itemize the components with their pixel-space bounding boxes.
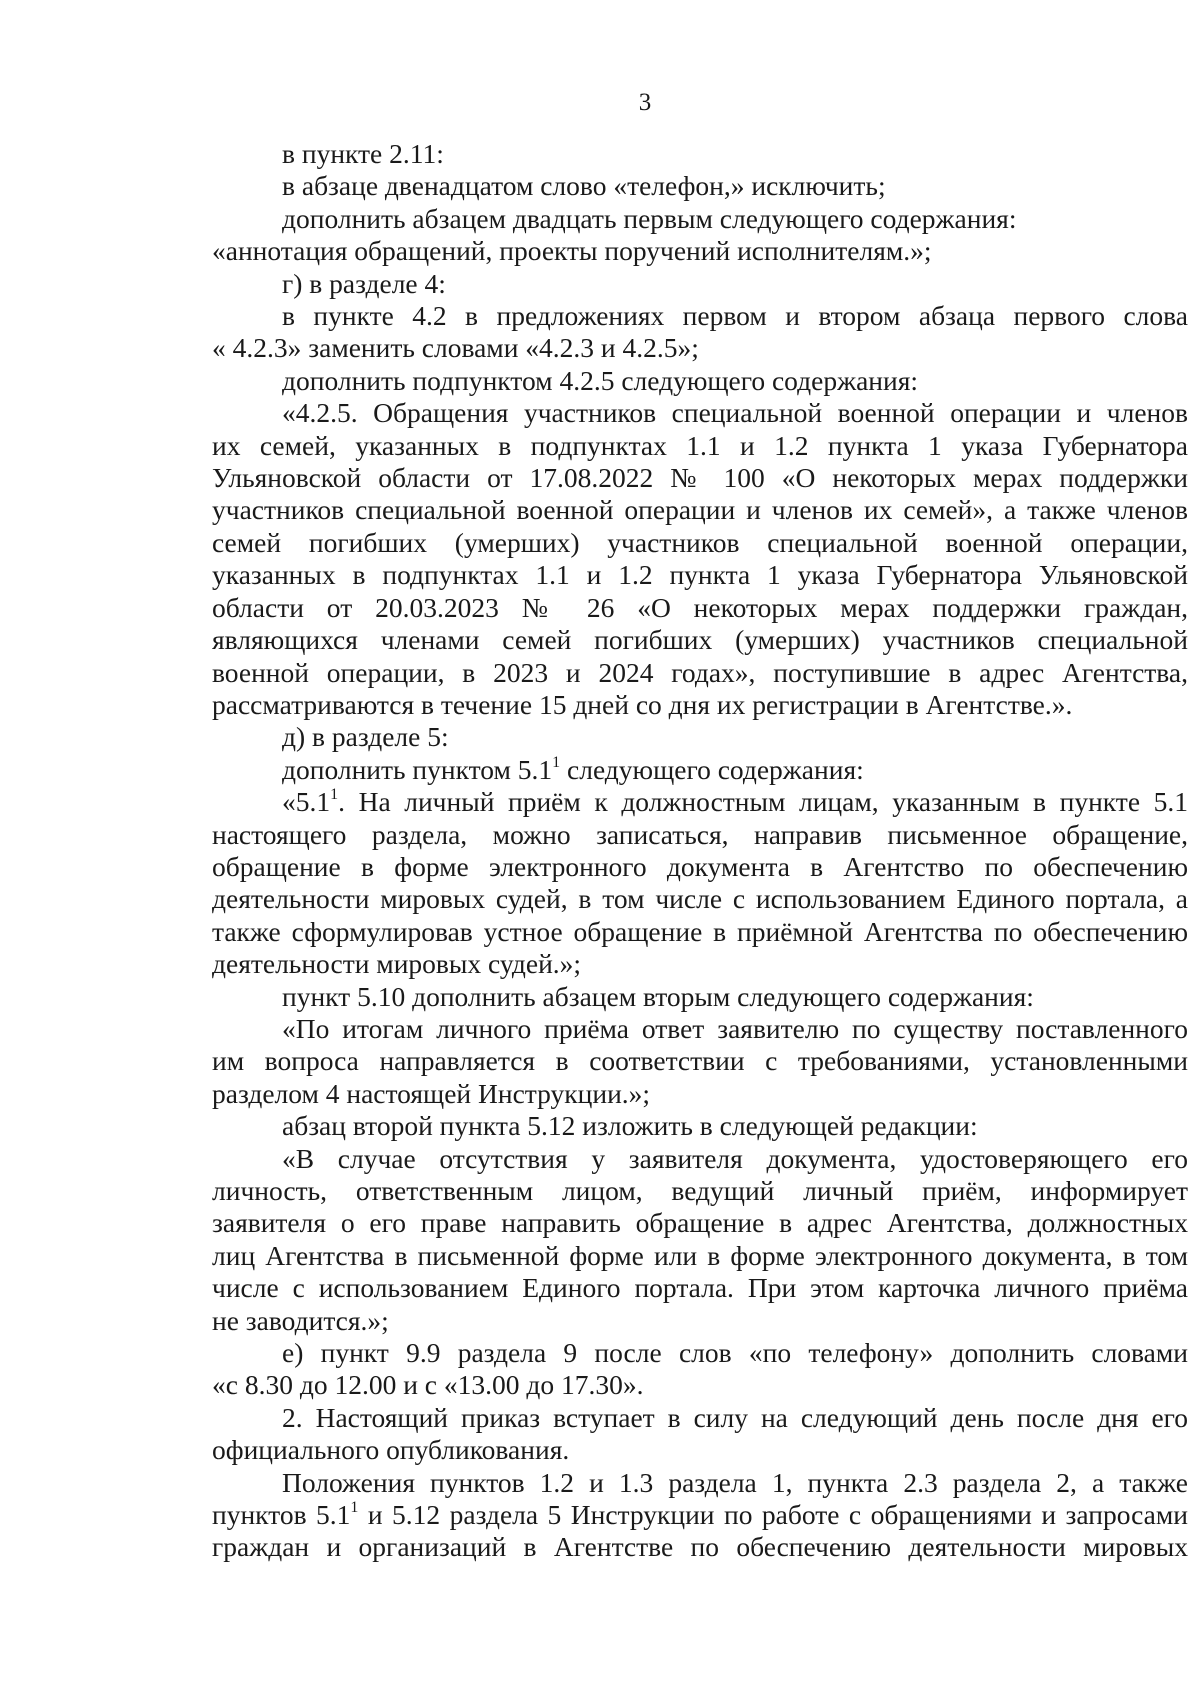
text-line: «4.2.5. Обращения участников специальной военной операции и членов: [282, 397, 1188, 429]
text-line: абзац второй пункта 5.12 изложить в следующей редакции:: [282, 1110, 978, 1142]
text-line: числе с использованием Единого портала. При этом карточка личного приёма: [212, 1272, 1188, 1304]
text-line: участников специальной военной операции и членов их семей», а также членов: [212, 494, 1188, 526]
text-line: указанных в подпунктах 1.1 и 1.2 пункта 1 указа Губернатора Ульяновской: [212, 559, 1188, 591]
text-line: обращение в форме электронного документа в Агентство по обеспечению: [212, 850, 1188, 882]
superscript: 1: [330, 786, 339, 804]
text-line: «В случае отсутствия у заявителя документа, удостоверяющего его: [282, 1142, 1188, 1174]
text-line: военной операции, в 2023 и 2024 годах», поступившие в адрес Агентства,: [212, 656, 1188, 688]
text-line: деятельности мировых судей, в том числе с использованием Единого портала, а: [212, 883, 1188, 915]
text-line: заявителя о его праве направить обращение в адрес Агентства, должностных: [212, 1207, 1188, 1239]
text-line: являющихся членами семей погибших (умерших) участников специальной: [212, 624, 1188, 656]
text-line: в абзаце двенадцатом слово «телефон,» исключить;: [282, 170, 886, 202]
text-fragment: следующего содержания:: [560, 753, 864, 785]
text-line: Положения пунктов 1.2 и 1.3 раздела 1, пункта 2.3 раздела 2, а также: [282, 1466, 1188, 1498]
text-line: не заводится.»;: [212, 1304, 389, 1336]
text-fragment: пунктов 5.1: [212, 1499, 351, 1531]
text-line: их семей, указанных в подпунктах 1.1 и 1.2 пункта 1 указа Губернатора: [212, 429, 1188, 461]
text-line: 2. Настоящий приказ вступает в силу на следующий день после дня его: [282, 1401, 1188, 1433]
text-line: в пункте 4.2 в предложениях первом и втором абзаца первого слова: [282, 300, 1188, 332]
text-line: дополнить абзацем двадцать первым следующего содержания:: [282, 202, 1017, 234]
text-line: рассматриваются в течение 15 дней со дня их регистрации в Агентстве.».: [212, 688, 1073, 720]
text-line: «По итогам личного приёма ответ заявителю по существу поставленного: [282, 1012, 1188, 1044]
document-body: [212, 138, 1188, 1564]
text-line: пункт 5.10 дополнить абзацем вторым следующего содержания:: [282, 980, 1034, 1012]
text-line: в пункте 2.11:: [282, 138, 444, 169]
text-line: « 4.2.3» заменить словами «4.2.3 и 4.2.5»;: [212, 332, 699, 364]
text-line: деятельности мировых судей.»;: [212, 948, 582, 980]
text-line: г) в разделе 4:: [282, 267, 446, 299]
text-line: личность, ответственным лицом, ведущий личный приём, информирует: [212, 1175, 1188, 1206]
superscript: 1: [552, 753, 561, 771]
text-line: дополнить подпунктом 4.2.5 следующего содержания:: [282, 364, 919, 396]
text-line: Ульяновской области от 17.08.2022 № 100 «О некоторых мерах поддержки: [212, 462, 1188, 494]
text-line: настоящего раздела, можно записаться, направив письменное обращение,: [212, 818, 1188, 850]
text-line: официального опубликования.: [212, 1434, 570, 1466]
text-line: также сформулировав устное обращение в приёмной Агентства по обеспечению: [212, 915, 1188, 947]
text-line: семей погибших (умерших) участников специальной военной операции,: [212, 526, 1188, 558]
text-fragment: «5.1: [282, 786, 331, 818]
text-fragment: дополнить пунктом 5.1: [282, 753, 553, 785]
text-fragment: . На личный приём к должностным лицам, указанным в пункте 5.1: [338, 786, 1188, 818]
text-line: области от 20.03.2023 № 26 «О некоторых мерах поддержки граждан,: [212, 591, 1188, 623]
text-fragment: и 5.12 раздела 5 Инструкции по работе с обращениями и запросами: [358, 1499, 1188, 1531]
text-line: «аннотация обращений, проекты поручений исполнителям.»;: [212, 235, 932, 267]
text-line: [212, 754, 1188, 786]
text-line: разделом 4 настоящей Инструкции.»;: [212, 1077, 651, 1109]
text-line: «с 8.30 до 12.00 и с «13.00 до 17.30».: [212, 1369, 644, 1401]
text-line: е) пункт 9.9 раздела 9 после слов «по телефону» дополнить словами: [282, 1337, 1188, 1369]
text-line: граждан и организаций в Агентстве по обеспечению деятельности мировых: [212, 1531, 1188, 1563]
text-line: д) в разделе 5:: [282, 721, 449, 753]
page-number: 3: [638, 89, 652, 116]
superscript: 1: [350, 1499, 359, 1517]
text-line: [212, 786, 1188, 818]
text-line: лиц Агентства в письменной форме или в форме электронного документа, в том: [212, 1239, 1188, 1271]
text-line: [212, 1499, 1188, 1531]
text-line: им вопроса направляется в соответствии с требованиями, установленными: [212, 1045, 1188, 1077]
